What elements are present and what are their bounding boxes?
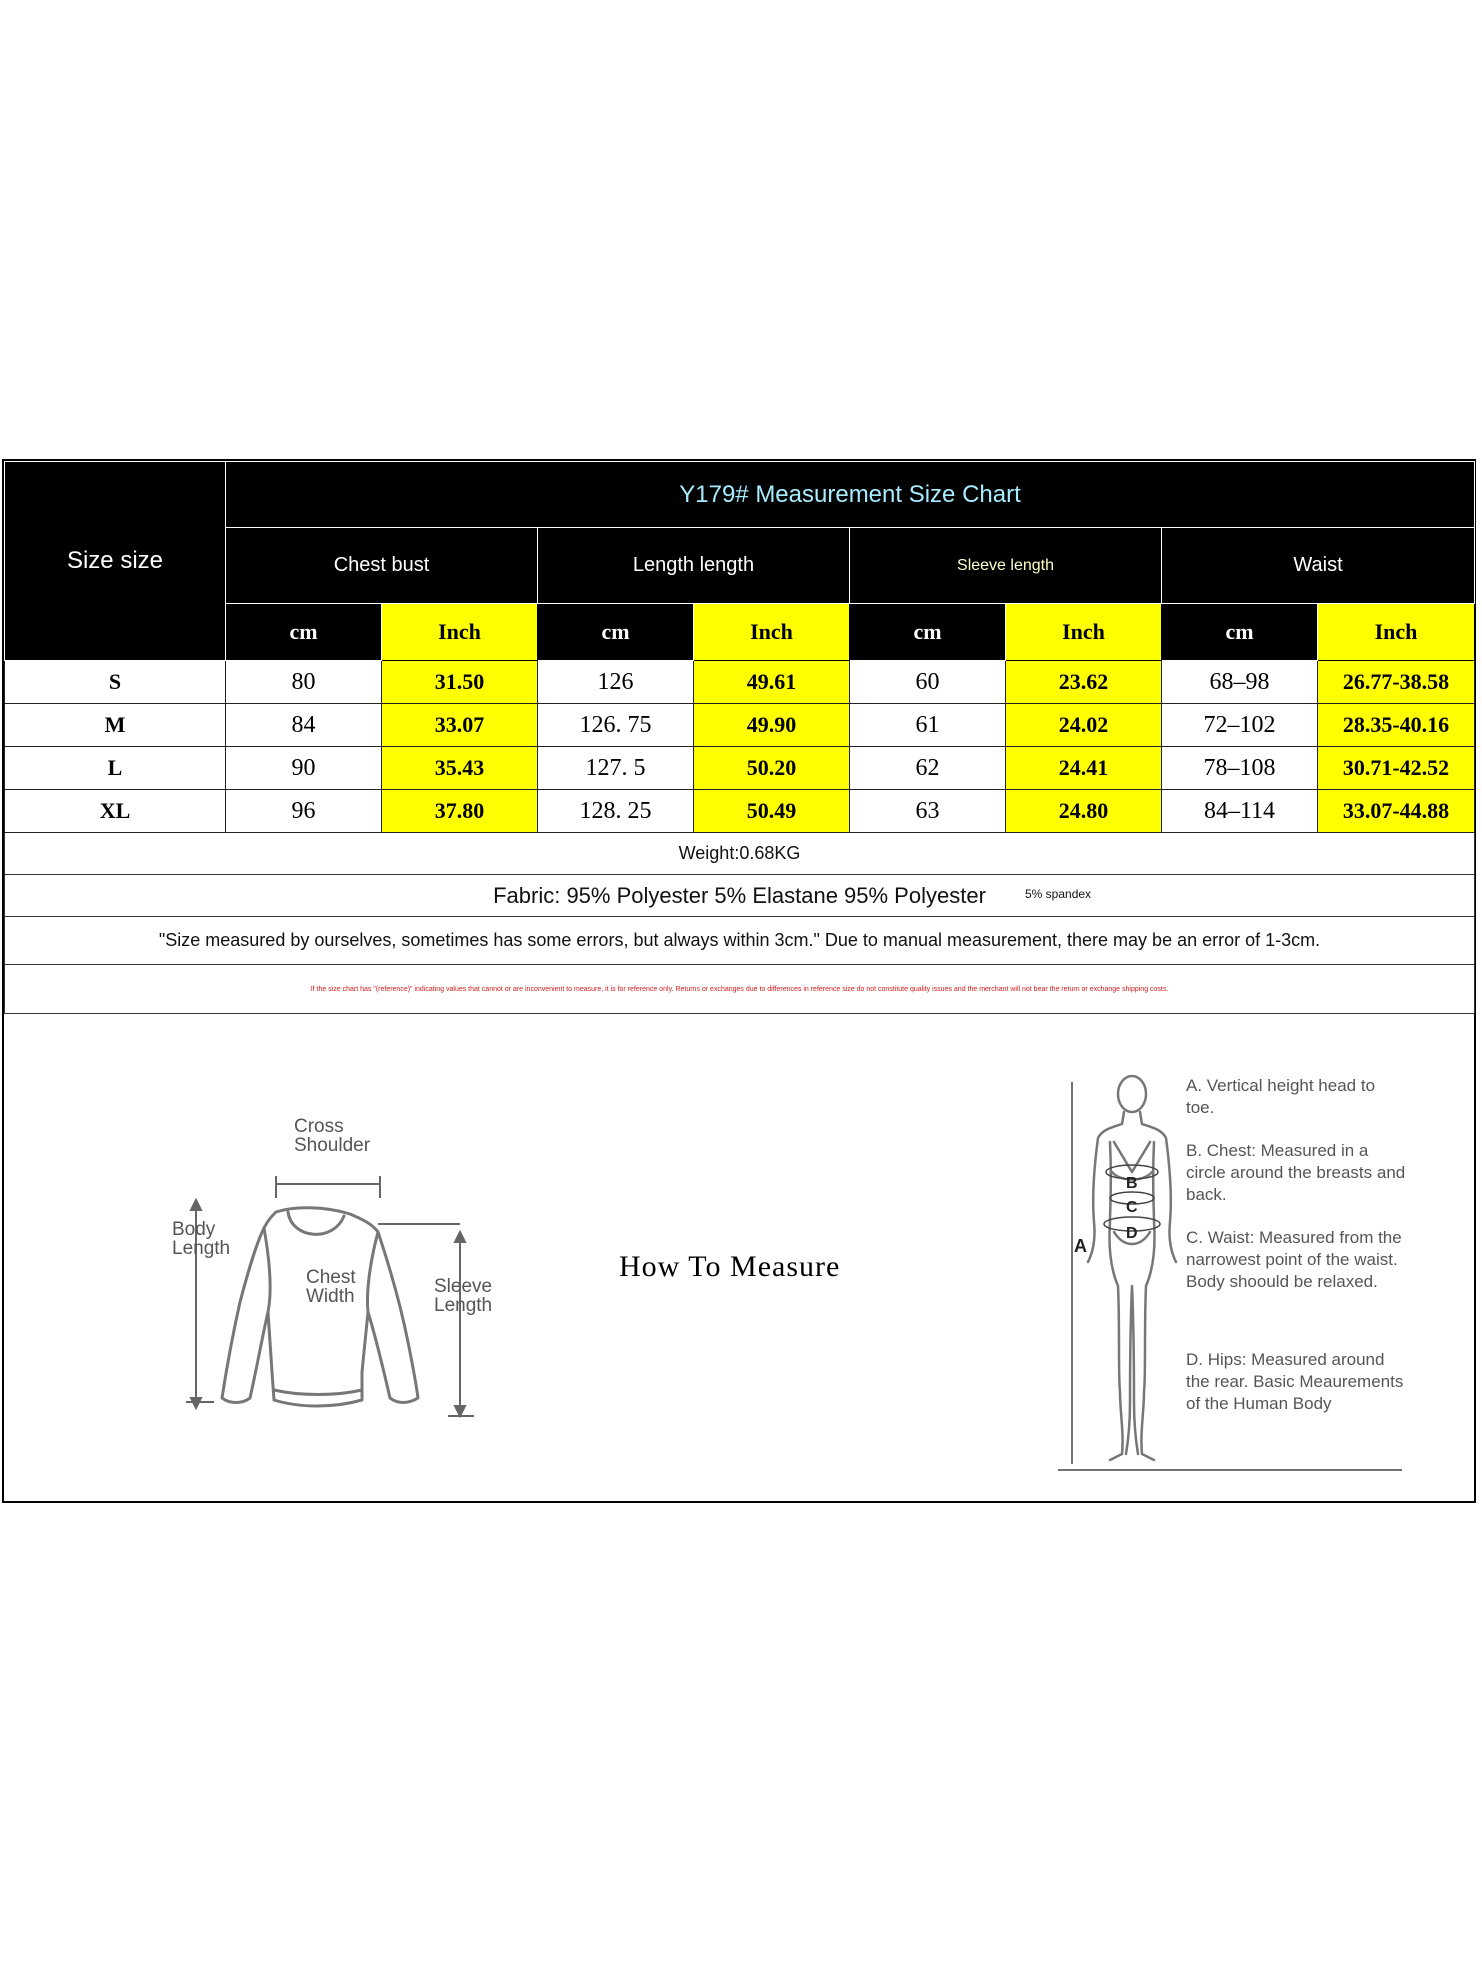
table-cell: 23.62 (1006, 661, 1162, 704)
table-cell: 50.49 (694, 790, 850, 833)
table-cell: 61 (850, 704, 1006, 747)
table-cell: 26.77-38.58 (1318, 661, 1475, 704)
unit-header: cm (850, 604, 1006, 661)
disclaimer: If the size chart has "(reference)" indicating values that cannot or are inconvenient to measure, it is for reference only. Returns or exchanges due to differences in reference size do not constitute quality issues and the merchant will not bear the return or exchange shipping costs. (5, 965, 1475, 1014)
body-letter-b: B (1126, 1175, 1138, 1192)
table-cell: 127. 5 (538, 747, 694, 790)
sleeve-length-label: Sleeve Length (434, 1276, 493, 1316)
table-cell: 78–108 (1162, 747, 1318, 790)
table-cell: 128. 25 (538, 790, 694, 833)
head-outline (1118, 1076, 1146, 1112)
group-header-waist: Waist (1162, 528, 1475, 604)
size-label: XL (5, 790, 226, 833)
chest-width-label: Chest Width (306, 1267, 356, 1307)
size-label: M (5, 704, 226, 747)
size-label: S (5, 661, 226, 704)
table-cell: 84 (226, 704, 382, 747)
group-header-chest: Chest bust (226, 528, 538, 604)
unit-header: cm (1162, 604, 1318, 661)
legend-item-b: B. Chest: Measured in a circle around the breasts and back. (1186, 1141, 1406, 1204)
table-row (5, 747, 1475, 790)
table-cell: 31.50 (382, 661, 538, 704)
table-cell: 28.35-40.16 (1318, 704, 1475, 747)
table-cell: 49.61 (694, 661, 850, 704)
unit-header: Inch (1318, 604, 1475, 661)
table-cell: 96 (226, 790, 382, 833)
table-cell: 24.80 (1006, 790, 1162, 833)
table-cell: 49.90 (694, 704, 850, 747)
chart-title: Y179# Measurement Size Chart (226, 462, 1475, 528)
group-header-sleeve: Sleeve length (850, 528, 1162, 604)
table-cell: 50.20 (694, 747, 850, 790)
weight-info: Weight:0.68KG (5, 833, 1475, 875)
size-chart-sheet (2, 459, 1476, 1503)
table-cell: 72–102 (1162, 704, 1318, 747)
body-length-label: Body Length (172, 1219, 231, 1259)
table-cell: 24.41 (1006, 747, 1162, 790)
legend-item-c: C. Waist: Measured from the narrowest point of the waist. Body shoould be relaxed. (1186, 1228, 1402, 1291)
how-to-measure-section (4, 1012, 1474, 1501)
legend-item-d: D. Hips: Measured around the rear. Basic Meaurements of the Human Body (1186, 1350, 1404, 1413)
table-cell: 30.71-42.52 (1318, 747, 1475, 790)
cross-shoulder-label: Cross Shoulder (294, 1116, 371, 1156)
table-cell: 84–114 (1162, 790, 1318, 833)
unit-header: Inch (1006, 604, 1162, 661)
table-cell: 33.07-44.88 (1318, 790, 1475, 833)
unit-header: cm (538, 604, 694, 661)
table-cell: 33.07 (382, 704, 538, 747)
table-row (5, 790, 1475, 833)
unit-header: cm (226, 604, 382, 661)
table-cell: 126 (538, 661, 694, 704)
table-cell: 62 (850, 747, 1006, 790)
body-outline (1088, 1112, 1176, 1460)
table-cell: 126. 75 (538, 704, 694, 747)
body-letter-a: A (1074, 1236, 1087, 1256)
fabric-info (5, 875, 1475, 917)
size-chart-table (4, 461, 1475, 1014)
legend-item-a: A. Vertical height head to toe. (1186, 1076, 1376, 1117)
sweater-neckline (288, 1212, 344, 1234)
unit-header: Inch (382, 604, 538, 661)
table-cell: 60 (850, 661, 1006, 704)
table-cell: 24.02 (1006, 704, 1162, 747)
size-label: L (5, 747, 226, 790)
table-cell: 63 (850, 790, 1006, 833)
table-cell: 80 (226, 661, 382, 704)
body-letter-c: C (1126, 1199, 1138, 1216)
table-cell: 37.80 (382, 790, 538, 833)
unit-header: Inch (694, 604, 850, 661)
how-to-measure-heading: How To Measure (619, 1250, 841, 1283)
table-cell: 90 (226, 747, 382, 790)
body-letter-d: D (1126, 1225, 1138, 1242)
table-row (5, 704, 1475, 747)
group-header-length: Length length (538, 528, 850, 604)
size-column-header: Size size (5, 462, 226, 661)
fabric-extra: 5% spandex (1025, 887, 1092, 901)
measurement-note: "Size measured by ourselves, sometimes has some errors, but always within 3cm." Due to manual measurement, there may be an error of 1-3cm. (5, 917, 1475, 965)
table-row (5, 661, 1475, 704)
table-cell: 35.43 (382, 747, 538, 790)
fabric-text: Fabric: 95% Polyester 5% Elastane 95% Polyester (493, 882, 986, 908)
table-cell: 68–98 (1162, 661, 1318, 704)
